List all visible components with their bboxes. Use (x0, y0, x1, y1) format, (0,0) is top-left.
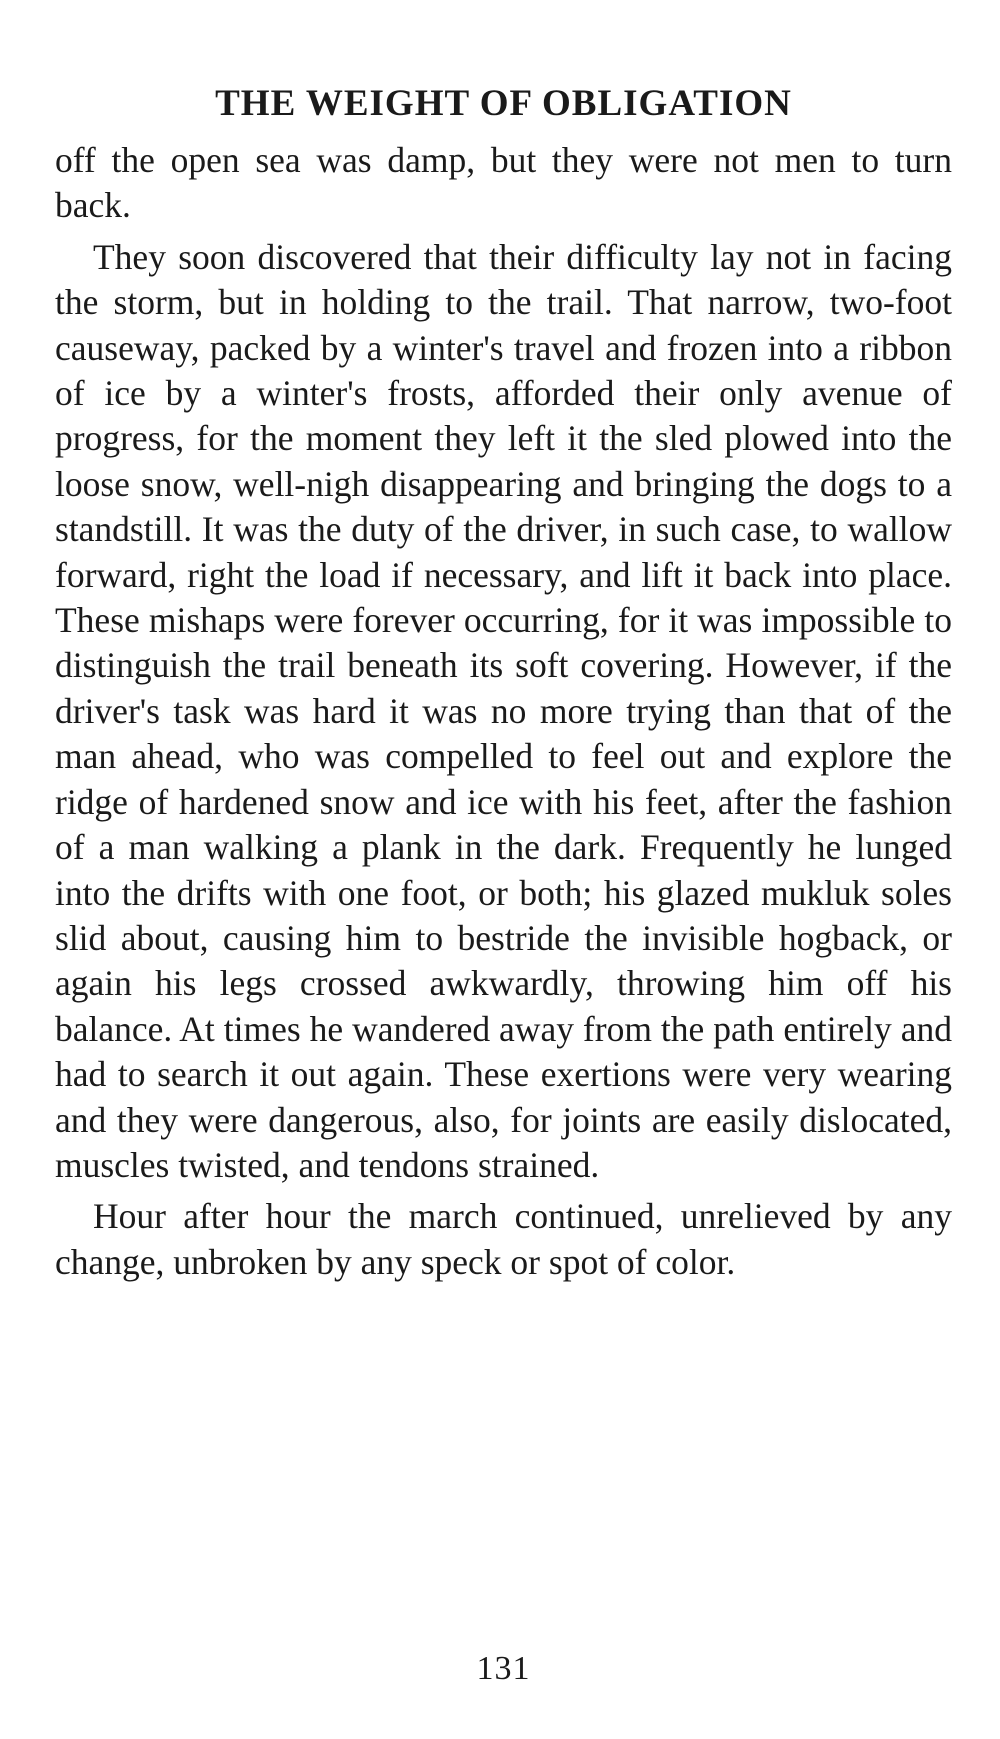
paragraph: Hour after hour the march continued, unrelieved by any change, unbroken by any speck or spot of color. (55, 1196, 952, 1282)
page-number: 131 (476, 1650, 531, 1687)
body-text (55, 138, 952, 1285)
paragraph: They soon discovered that their difficulty lay not in facing the storm, but in holding to the trail. That narrow, two-foot causeway, packed by a winter's travel and frozen into a ribbon of ice by a winter's frosts, afforded their only avenue of progress, for the moment they left it the sled plowed into the loose snow, well-nigh disappearing and bringing the dogs to a standstill. It was the duty of the driver, in such case, to wallow forward, right the load if necessary, and lift it back into place. These mishaps were forever occurring, for it was impossible to distinguish the trail beneath its soft covering. However, if the driver's task was hard it was no more trying than that of the man ahead, who was compelled to feel out and explore the ridge of hardened snow and ice with his feet, after the fashion of a man walking a plank in the dark. Frequently he lunged into the drifts with one foot, or both; his glazed mukluk soles slid about, causing him to bestride the invisible hogback, or again his legs crossed awkwardly, throwing him off his balance. At times he wandered away from the path entirely and had to search it out again. These exertions were very wearing and they were dangerous, also, for joints are easily dislocated, muscles twisted, and tendons strained. (55, 236, 952, 1185)
running-head: THE WEIGHT OF OBLIGATION (215, 83, 792, 124)
book-page (55, 80, 952, 1700)
paragraph-continued: off the open sea was damp, but they were not men to turn back. (55, 140, 952, 226)
